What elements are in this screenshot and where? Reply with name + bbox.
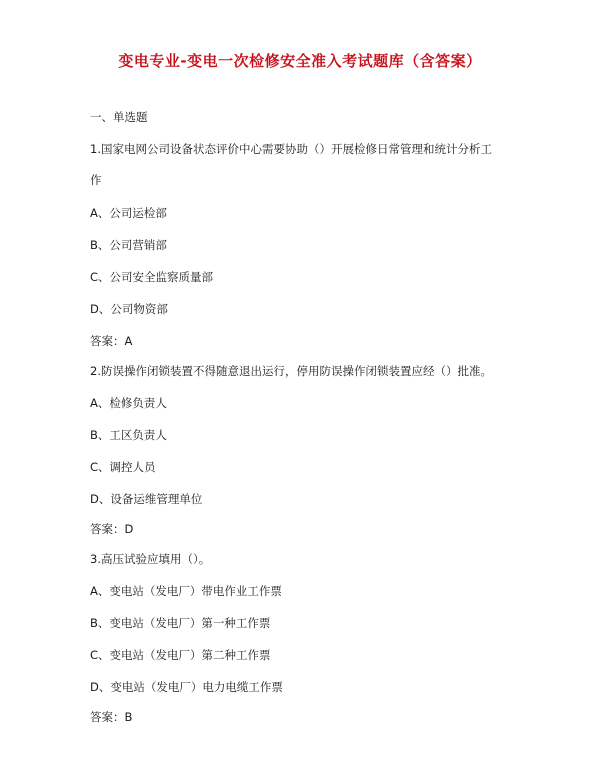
question-1-stem-line1: 1.国家电网公司设备状态评价中心需要协助（）开展检修日常管理和统计分析工 [90,142,492,156]
question-2-option-b: B、工区负责人 [90,428,167,442]
question-1-option-c: C、公司安全监察质量部 [90,270,214,284]
question-2-stem: 2.防误操作闭锁装置不得随意退出运行，停用防误操作闭锁装置应经（）批准。 [90,364,492,378]
document-title: 变电专业-变电一次检修安全准入考试题库（含答案） [118,52,482,70]
question-3-option-c: C、变电站（发电厂）第二种工作票 [90,648,271,662]
question-1-answer: 答案：A [90,334,133,348]
question-2-answer: 答案：D [90,522,134,536]
question-1-option-a: A、公司运检部 [90,206,167,220]
question-1-stem-line2: 作 [90,173,102,187]
question-3-option-b: B、变电站（发电厂）第一种工作票 [90,616,271,630]
question-3-option-d: D、变电站（发电厂）电力电缆工作票 [90,680,283,694]
section-heading: 一、单选题 [90,110,148,124]
question-1-option-b: B、公司营销部 [90,238,167,252]
question-2-option-c: C、调控人员 [90,460,156,474]
question-3-answer: 答案：B [90,710,133,724]
question-1-option-d: D、公司物资部 [90,302,168,316]
question-3-stem: 3.高压试验应填用（）。 [90,552,211,566]
question-2-option-a: A、检修负责人 [90,396,167,410]
question-2-option-d: D、设备运维管理单位 [90,492,203,506]
question-3-option-a: A、变电站（发电厂）带电作业工作票 [90,584,282,598]
